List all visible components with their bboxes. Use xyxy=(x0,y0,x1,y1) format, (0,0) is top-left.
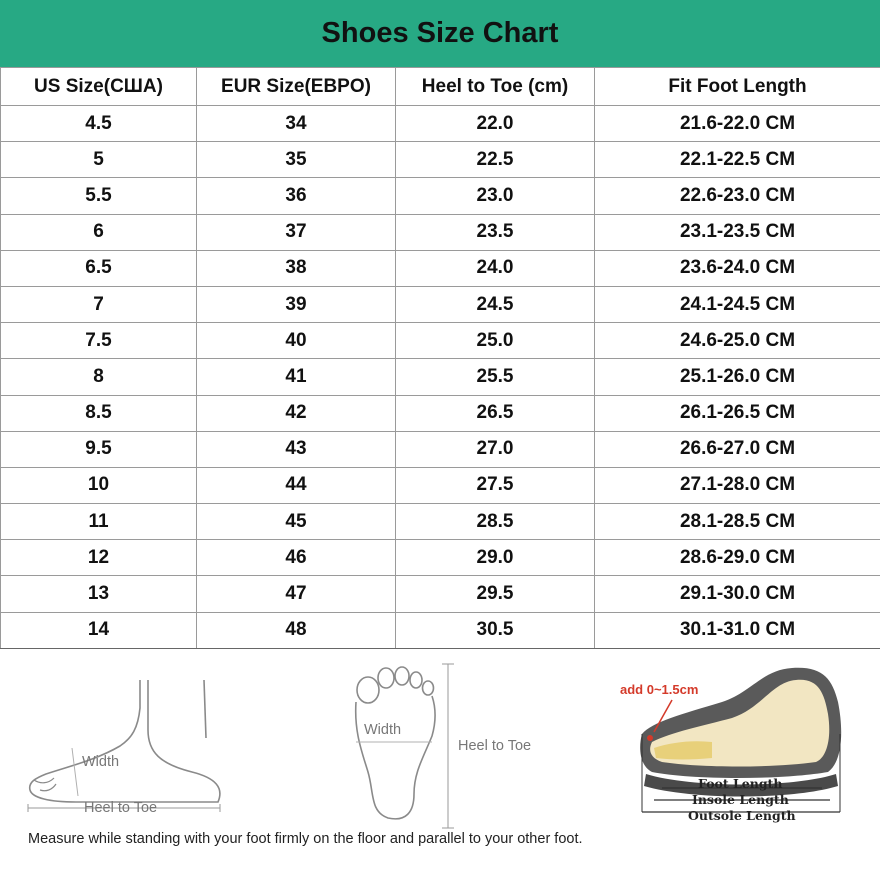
cell-heel-to-toe: 24.0 xyxy=(396,250,595,286)
cell-us-size: 4.5 xyxy=(1,106,197,142)
table-row xyxy=(1,431,880,467)
cell-us-size: 6.5 xyxy=(1,250,197,286)
cell-heel-to-toe: 24.5 xyxy=(396,286,595,322)
cell-eur-size: 44 xyxy=(197,467,396,503)
insole-length-label: Insole Length xyxy=(692,792,789,807)
cell-fit-foot-length: 30.1-31.0 CM xyxy=(595,612,880,648)
cell-eur-size: 41 xyxy=(197,359,396,395)
cell-heel-to-toe: 23.0 xyxy=(396,178,595,214)
foot-length-label: Foot Length xyxy=(698,776,783,791)
cell-heel-to-toe: 27.0 xyxy=(396,431,595,467)
cell-eur-size: 47 xyxy=(197,576,396,612)
cell-us-size: 9.5 xyxy=(1,431,197,467)
cell-eur-size: 40 xyxy=(197,323,396,359)
column-header-eur-size: EUR Size(EBPO) xyxy=(197,68,396,106)
cell-heel-to-toe: 28.5 xyxy=(396,504,595,540)
cell-eur-size: 35 xyxy=(197,142,396,178)
measurement-caption: Measure while standing with your foot firmly on the floor and parallel to your other foot. xyxy=(28,831,583,847)
chart-header xyxy=(0,0,880,67)
side-foot-width-label: Width xyxy=(82,754,120,770)
table-row xyxy=(1,576,880,612)
cell-fit-foot-length: 28.1-28.5 CM xyxy=(595,504,880,540)
cell-fit-foot-length: 28.6-29.0 CM xyxy=(595,540,880,576)
column-header-heel-to-toe: Heel to Toe (cm) xyxy=(396,68,595,106)
table-row xyxy=(1,286,880,322)
cell-eur-size: 39 xyxy=(197,286,396,322)
top-foot-length-label: Heel to Toe xyxy=(458,738,532,754)
table-row xyxy=(1,504,880,540)
table-row xyxy=(1,612,880,648)
cell-heel-to-toe: 27.5 xyxy=(396,467,595,503)
cell-fit-foot-length: 29.1-30.0 CM xyxy=(595,576,880,612)
table-row xyxy=(1,359,880,395)
table-row xyxy=(1,214,880,250)
cell-us-size: 7.5 xyxy=(1,323,197,359)
cell-us-size: 8 xyxy=(1,359,197,395)
cell-us-size: 5 xyxy=(1,142,197,178)
cell-heel-to-toe: 30.5 xyxy=(396,612,595,648)
cell-fit-foot-length: 22.6-23.0 CM xyxy=(595,178,880,214)
cell-eur-size: 34 xyxy=(197,106,396,142)
cell-us-size: 5.5 xyxy=(1,178,197,214)
cell-eur-size: 48 xyxy=(197,612,396,648)
column-header-fit-foot-length: Fit Foot Length xyxy=(595,68,880,106)
cell-eur-size: 38 xyxy=(197,250,396,286)
cell-us-size: 7 xyxy=(1,286,197,322)
top-foot-illustration xyxy=(340,662,470,832)
cell-us-size: 13 xyxy=(1,576,197,612)
cell-fit-foot-length: 23.6-24.0 CM xyxy=(595,250,880,286)
cell-fit-foot-length: 26.1-26.5 CM xyxy=(595,395,880,431)
cell-heel-to-toe: 25.5 xyxy=(396,359,595,395)
cell-eur-size: 43 xyxy=(197,431,396,467)
column-header-us-size: US Size(США) xyxy=(1,68,197,106)
cell-us-size: 14 xyxy=(1,612,197,648)
cell-fit-foot-length: 26.6-27.0 CM xyxy=(595,431,880,467)
cell-heel-to-toe: 26.5 xyxy=(396,395,595,431)
cell-eur-size: 36 xyxy=(197,178,396,214)
table-row xyxy=(1,250,880,286)
table-row xyxy=(1,106,880,142)
cell-fit-foot-length: 24.6-25.0 CM xyxy=(595,323,880,359)
table-row xyxy=(1,395,880,431)
cell-us-size: 10 xyxy=(1,467,197,503)
table-row xyxy=(1,540,880,576)
cell-us-size: 6 xyxy=(1,214,197,250)
cell-fit-foot-length: 27.1-28.0 CM xyxy=(595,467,880,503)
cell-fit-foot-length: 23.1-23.5 CM xyxy=(595,214,880,250)
outsole-length-label: Outsole Length xyxy=(688,808,796,823)
cell-eur-size: 46 xyxy=(197,540,396,576)
cell-heel-to-toe: 22.0 xyxy=(396,106,595,142)
side-foot-length-label: Heel to Toe xyxy=(84,800,158,816)
cell-heel-to-toe: 29.5 xyxy=(396,576,595,612)
top-foot-width-label: Width xyxy=(364,722,402,738)
size-table xyxy=(0,67,880,649)
cell-fit-foot-length: 21.6-22.0 CM xyxy=(595,106,880,142)
cell-fit-foot-length: 22.1-22.5 CM xyxy=(595,142,880,178)
cell-fit-foot-length: 24.1-24.5 CM xyxy=(595,286,880,322)
cell-eur-size: 37 xyxy=(197,214,396,250)
cell-eur-size: 45 xyxy=(197,504,396,540)
table-row xyxy=(1,178,880,214)
cell-fit-foot-length: 25.1-26.0 CM xyxy=(595,359,880,395)
table-row xyxy=(1,142,880,178)
table-header-row xyxy=(1,68,880,106)
cell-heel-to-toe: 29.0 xyxy=(396,540,595,576)
cell-heel-to-toe: 23.5 xyxy=(396,214,595,250)
cell-eur-size: 42 xyxy=(197,395,396,431)
cell-us-size: 11 xyxy=(1,504,197,540)
table-row xyxy=(1,467,880,503)
add-allowance-label: add 0~1.5cm xyxy=(620,682,699,697)
table-row xyxy=(1,323,880,359)
cell-us-size: 8.5 xyxy=(1,395,197,431)
cell-heel-to-toe: 22.5 xyxy=(396,142,595,178)
chart-title: Shoes Size Chart xyxy=(321,17,559,49)
cell-heel-to-toe: 25.0 xyxy=(396,323,595,359)
cell-us-size: 12 xyxy=(1,540,197,576)
